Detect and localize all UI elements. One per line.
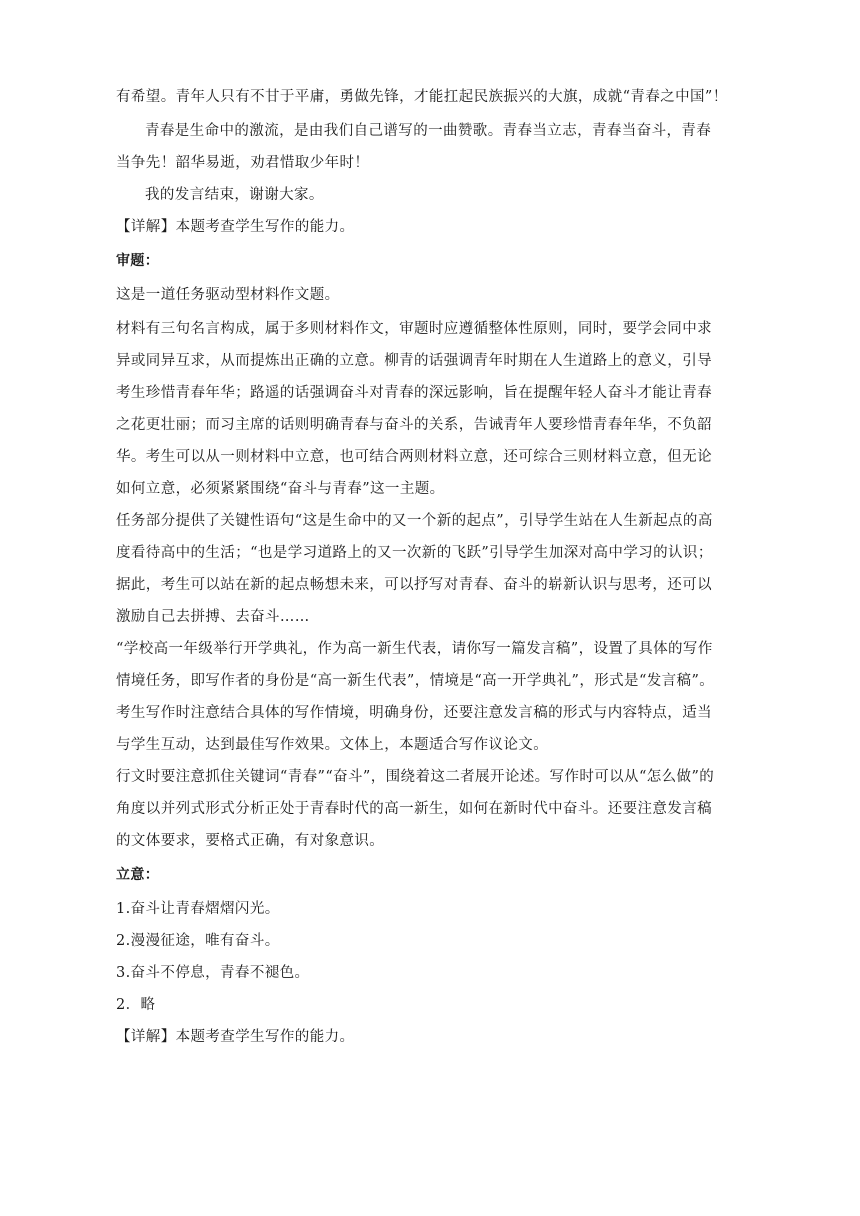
text-line: 与学生互动，达到最佳写作效果。文体上，本题适合写作议论文。 (116, 737, 549, 753)
text-line: 行文时要注意抓住关键词“青春”“奋斗”，围绕着这二者展开论述。写作时可以从“怎么做”的 (116, 769, 715, 785)
text-line: 据此，考生可以站在新的起点畅想未来，可以抒写对青春、奋斗的崭新认识与思考，还可以 (116, 577, 712, 593)
text-line: 考生珍惜青春年华；路遥的话强调奋斗对青春的深远影响，旨在提醒年轻人奋斗才能让青春 (116, 385, 712, 401)
text-line: 华。考生可以从一则材料中立意，也可结合两则材料立意，还可综合三则材料立意，但无论 (116, 449, 712, 465)
section-heading: 审题： (116, 253, 160, 269)
list-item: 1.奋斗让青春熠熠闪光。 (116, 901, 280, 917)
text-line: 激励自己去拼搏、去奋斗…… (116, 609, 310, 625)
section-heading: 立意： (116, 867, 160, 883)
text-line: 角度以并列式形式分析正处于青春时代的高一新生，如何在新时代中奋斗。还要注意发言稿 (116, 801, 712, 817)
text-line: 这是一道任务驱动型材料作文题。 (116, 287, 340, 303)
document-page (116, 82, 740, 1052)
text-line: 情境任务，即写作者的身份是“高一新生代表”，情境是“高一开学典礼”，形式是“发言稿”。 (116, 673, 715, 689)
text-line: 如何立意，必须紧紧围绕“奋斗与青春”这一主题。 (116, 481, 445, 497)
text-line: 【详解】本题考查学生写作的能力。 (116, 219, 355, 235)
text-line: 的文体要求，要格式正确，有对象意识。 (116, 833, 385, 849)
text-line: “学校高一年级举行开学典礼，作为高一新生代表，请你写一篇发言稿”，设置了具体的写作 (116, 641, 713, 657)
list-item: 2.漫漫征途，唯有奋斗。 (116, 933, 280, 949)
text-line: 任务部分提供了关键性语句“这是生命中的又一个新的起点”，引导学生站在人生新起点的高 (116, 513, 713, 529)
text-line: 有希望。青年人只有不甘于平庸，勇做先锋，才能扛起民族振兴的大旗，成就“青春之中国”！ (116, 89, 728, 105)
question-number: 2．略 (116, 997, 156, 1013)
text-line: 考生写作时注意结合具体的写作情境，明确身份，还要注意发言稿的形式与内容特点，适当 (116, 705, 712, 721)
text-line: 异或同异互求，从而提炼出正确的立意。柳青的话强调青年时期在人生道路上的意义，引导 (116, 353, 712, 369)
text-line: 度看待高中的生活；“也是学习道路上的又一次新的飞跃”引导学生加深对高中学习的认识； (116, 545, 713, 561)
text-line: 我的发言结束，谢谢大家。 (145, 187, 324, 203)
text-line: 当争先！韶华易逝，劝君惜取少年时！ (116, 155, 370, 171)
text-line: 材料有三句名言构成，属于多则材料作文，审题时应遵循整体性原则，同时，要学会同中求 (116, 321, 712, 337)
text-line: 【详解】本题考查学生写作的能力。 (116, 1029, 355, 1045)
list-item: 3.奋斗不停息，青春不褪色。 (116, 965, 310, 981)
text-line: 青春是生命中的激流，是由我们自己谱写的一曲赞歌。青春当立志，青春当奋斗，青春 (145, 123, 712, 139)
text-line: 之花更壮丽；而习主席的话则明确青春与奋斗的关系，告诫青年人要珍惜青春年华，不负韶 (116, 417, 712, 433)
